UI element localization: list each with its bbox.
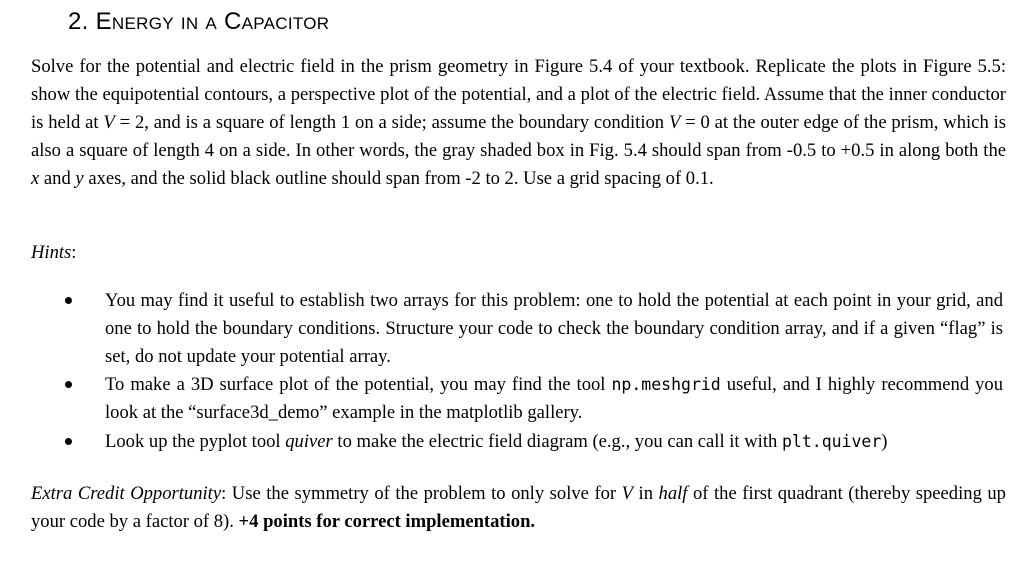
extra-text: in <box>633 483 659 504</box>
math-symbol-x: x <box>31 168 40 189</box>
hint-3-text: Look up the pyplot tool <box>105 431 286 452</box>
hint-2-text-end: useful, and I highly recommend you look at the “surface3d_demo” example in the matplotlib gallery. <box>105 374 1003 423</box>
statement-text: axes, and the solid black outline should span from -2 to 2. Use a grid spacing of 0.1. <box>83 168 714 189</box>
hint-text-1: You may find it useful to establish two arrays for this problem: one to hold the potential at each point in your grid, and one to hold the boundary conditions. Structure your code to check the boundary condition array, and if a given “flag” is set, do not update your potential array. <box>105 290 1003 367</box>
hints-colon: : <box>71 242 77 263</box>
problem-statement <box>31 53 1006 193</box>
extra-emphasis-half: half <box>658 483 688 504</box>
section-heading <box>68 8 329 36</box>
extra-credit-label: Extra Credit Opportunity <box>31 483 222 504</box>
hint-2-text: To make a 3D surface plot of the potential, you may find the tool <box>105 374 612 395</box>
extra-credit <box>31 480 1006 536</box>
code-meshgrid: np.meshgrid <box>611 375 721 394</box>
math-symbol-v: V <box>103 112 115 133</box>
hint-3-text-end: ) <box>881 431 888 452</box>
hints-label <box>31 239 1006 267</box>
bullet-icon <box>65 381 72 388</box>
math-symbol-v: V <box>621 483 634 504</box>
extra-credit-points: +4 points for correct implementation. <box>238 511 536 532</box>
statement-text: Solve for the potential and electric field in the prism geometry in Figure 5.4 of your textbook. Replicate the plots in Figure 5.5: show the equipotential contours, a perspective plot of the potential, and a plot of the electric field. Assume that the inner conductor is held at <box>31 56 1006 133</box>
hint-text-2 <box>105 371 1003 427</box>
code-quiver: plt.quiver <box>781 432 882 451</box>
hints-label-text: Hints <box>31 242 72 263</box>
section-number: 2. <box>68 8 89 35</box>
section-title: Energy in a Capacitor <box>95 8 330 35</box>
extra-text: : Use the symmetry of the problem to only solve for <box>221 483 622 504</box>
statement-text: = 2, and is a square of length 1 on a side; assume the boundary condition <box>114 112 669 133</box>
hint-text-3 <box>105 428 1003 456</box>
extra-text: of the first quadrant (thereby speeding up your code by a factor of 8). <box>31 483 1006 532</box>
bullet-icon <box>65 438 72 445</box>
math-symbol-v: V <box>668 112 681 133</box>
statement-text: and <box>39 168 76 189</box>
math-symbol-y: y <box>75 168 84 189</box>
hint-3-text-mid: to make the electric field diagram (e.g., you can call it with <box>332 431 782 452</box>
statement-text: = 0 at the outer edge of the prism, which is also a square of length 4 on a side. In other words, the gray shaded box in Fig. 5.4 should span from -0.5 to +0.5 in along both the <box>31 112 1006 161</box>
hint-3-emphasis: quiver <box>285 431 333 452</box>
bullet-icon <box>65 297 72 304</box>
